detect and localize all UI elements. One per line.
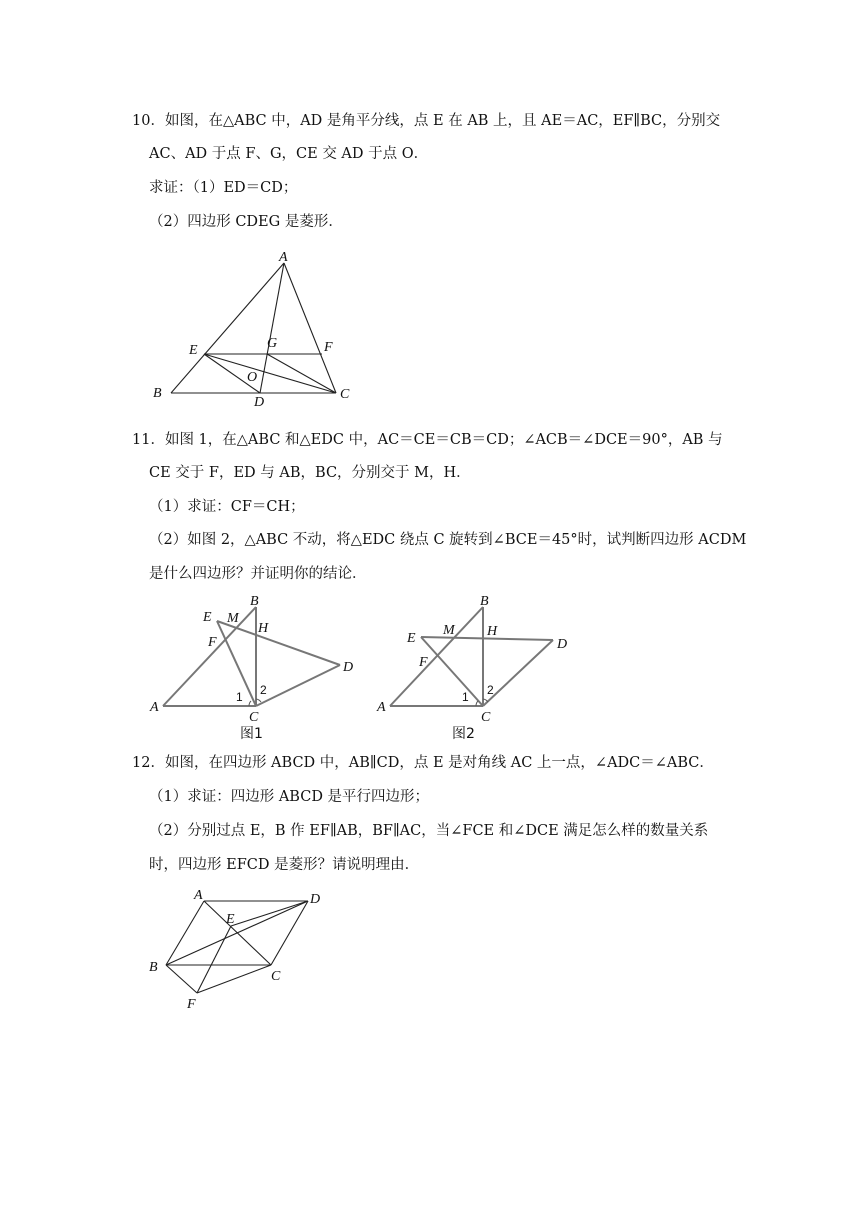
label-c: C [249,710,259,725]
problem-10-line-4: （2）四边形 CDEG 是菱形． [149,214,343,230]
problem-10-line-1: 10．如图，在△ABC 中，AD 是角平分线，点 E 在 AB 上，且 AE＝AC，EF∥BC，分别交 [132,113,721,129]
problem-11-figure-1 [145,590,370,742]
segment-bf [166,965,197,993]
label-c: C [481,710,491,725]
label-d: D [254,395,265,410]
label-f: F [208,635,217,650]
segment-ec [204,354,336,393]
label-c: C [340,387,350,402]
segment-gc [267,354,336,393]
label-f: F [187,997,196,1012]
label-d: D [310,892,321,907]
segment-ed [217,621,340,665]
angle-1-label: 1 [236,690,243,704]
label-f: F [419,655,428,670]
label-d: D [557,637,568,652]
label-h: H [487,624,498,639]
problem-11-figure-2 [372,590,582,742]
problem-12-line-3: （2）分别过点 E，B 作 EF∥AB，BF∥AC，当∠FCE 和∠DCE 满足怎么样的数量关系 [149,823,709,839]
segment-ed [231,901,308,926]
problem-11-line-4: （2）如图 2，△ABC 不动，将△EDC 绕点 C 旋转到∠BCE＝45°时，试判断四边形 ACDM [149,532,747,548]
problem-12-line-2: （1）求证：四边形 ABCD 是平行四边形； [149,789,430,805]
segment-ac [284,263,336,393]
label-e: E [203,610,212,625]
segment-ec [421,637,483,706]
label-a: A [150,700,159,715]
label-m: M [227,611,239,626]
label-a: A [279,250,288,265]
problem-11-line-5: 是什么四边形？并证明你的结论． [149,566,367,582]
problem-12-figure [145,884,335,1014]
segment-fc [197,965,271,993]
label-a: A [377,700,386,715]
problem-11-line-3: （1）求证：CF＝CH； [149,499,305,515]
label-b: B [250,594,259,609]
label-e: E [226,912,235,927]
figure-1-caption: 图1 [240,726,263,742]
segment-dc [256,665,340,706]
label-o: O [247,370,258,385]
label-e: E [189,343,198,358]
label-c: C [271,969,281,984]
label-f: F [324,340,333,355]
problem-11-line-1: 11．如图 1，在△ABC 和△EDC 中，AC＝CE＝CB＝CD；∠ACB＝∠DCE＝90°，AB 与 [132,432,723,448]
segment-bd [166,901,308,965]
label-e: E [407,631,416,646]
problem-10-line-3: 求证：（1）ED＝CD； [149,180,298,196]
label-m: M [443,623,455,638]
angle-2-label: 2 [260,683,267,697]
label-a: A [194,888,203,903]
segment-ab [166,901,204,965]
label-h: H [258,621,269,636]
problem-11-line-2: CE 交于 F，ED 与 AB，BC，分别交于 M，H． [149,465,471,481]
problem-10-figure [150,248,360,408]
problem-12-line-4: 时，四边形 EFCD 是菱形？请说明理由． [149,857,420,873]
segment-ef [197,926,231,993]
segment-ab [171,263,284,393]
figure-2-caption: 图2 [452,726,475,742]
label-d: D [343,660,354,675]
segment-ad [260,263,284,393]
angle-2-label: 2 [487,683,494,697]
problem-12-line-1: 12．如图，在四边形 ABCD 中，AB∥CD，点 E 是对角线 AC 上一点，∠ADC＝∠ABC． [132,755,714,771]
problem-10-line-2: AC、AD 于点 F、G，CE 交 AD 于点 O． [149,146,429,162]
label-b: B [149,960,158,975]
segment-dc [271,901,308,965]
label-b: B [153,386,162,401]
angle-1-label: 1 [462,690,469,704]
label-b: B [480,594,489,609]
label-g: G [267,336,278,351]
